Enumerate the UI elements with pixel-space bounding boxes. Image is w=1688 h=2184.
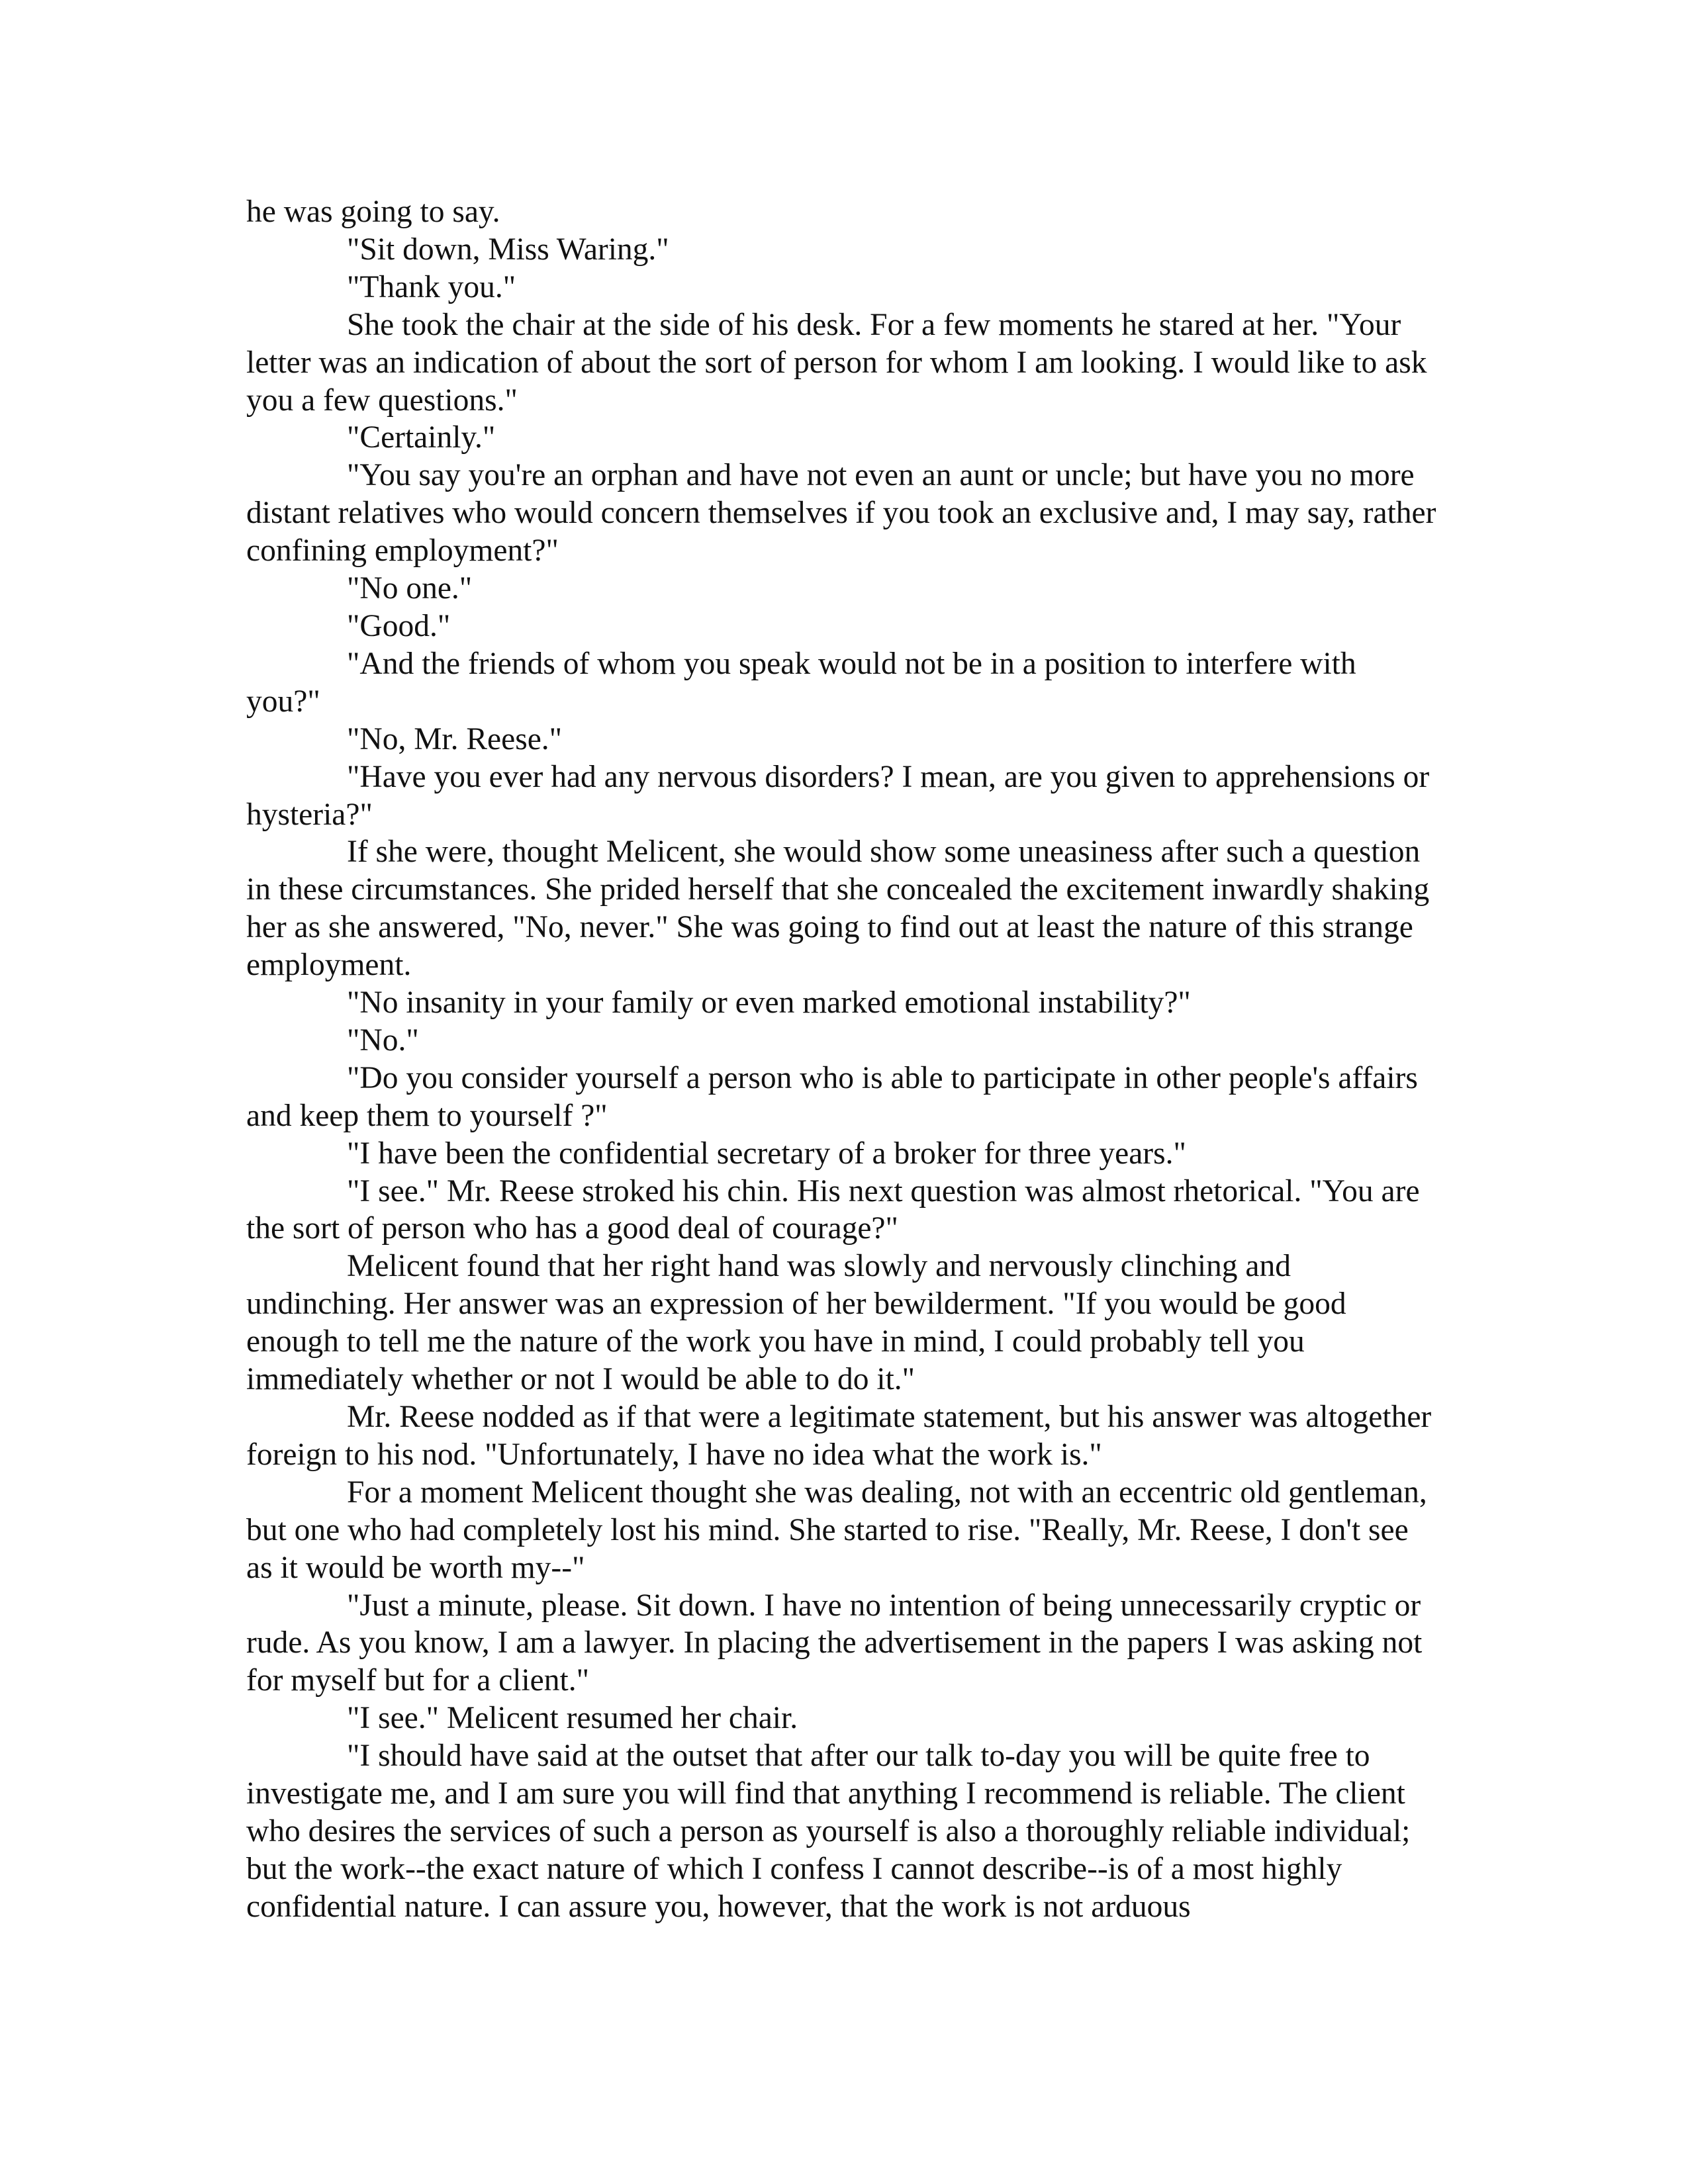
body-text [246, 193, 1438, 1926]
paragraph-15: "Do you consider yourself a person who is able to participate in other people's affairs and keep them to yourself ?" [246, 1060, 1418, 1133]
paragraph-16: "I have been the confidential secretary of a broker for three years." [347, 1136, 1186, 1171]
paragraph-4: She took the chair at the side of his desk. For a few moments he stared at her. "Your letter was an indication of about the sort of person for whom I am looking. I would like to ask you a few questions." [246, 307, 1427, 418]
paragraph-1: he was going to say. [246, 195, 500, 229]
paragraph-7: "No one." [347, 571, 473, 606]
paragraph-6: "You say you're an orphan and have not even an aunt or uncle; but have you no more distant relatives who would concern themselves if you took an exclusive and, I may say, rather confining employment?" [246, 458, 1436, 569]
paragraph-19: Mr. Reese nodded as if that were a legitimate statement, but his answer was altogether foreign to his nod. "Unfortunately, I have no idea what the work is." [246, 1400, 1432, 1472]
paragraph-23: "I should have said at the outset that after our talk to-day you will be quite free to investigate me, and I am sure you will find that anything I recommend is reliable. The client who desires the services of such a person as yourself is also a thoroughly reliable individual; but the work--the exact nature of which I confess I cannot describe--is of a most highly confidential nature. I can assure you, however, that the work is not arduous [246, 1739, 1411, 1924]
paragraph-12: If she were, thought Melicent, she would show some uneasiness after such a question in these circumstances. She prided herself that she concealed the excitement inwardly shaking her as she answered, "No, never." She was going to find out at least the nature of this strange employment. [246, 835, 1430, 983]
paragraph-5: "Certainly." [347, 420, 496, 455]
paragraph-8: "Good." [347, 608, 451, 643]
paragraph-22: "I see." Melicent resumed her chair. [347, 1701, 798, 1736]
paragraph-20: For a moment Melicent thought she was dealing, not with an eccentric old gentleman, but one who had completely lost his mind. She started to rise. "Really, Mr. Reese, I don't see as it would be worth my--" [246, 1475, 1427, 1585]
paragraph-18: Melicent found that her right hand was slowly and nervously clinching and undinching. Her answer was an expression of her bewilderment. "If you would be good enough to tell me the nature of the work you have in mind, I could probably tell you immediately whether or not I would be able to do it." [246, 1249, 1346, 1397]
paragraph-21: "Just a minute, please. Sit down. I have no intention of being unnecessarily cryptic or rude. As you know, I am a lawyer. In placing the advertisement in the papers I was asking not for myself but for a client." [246, 1588, 1423, 1698]
paragraph-3: "Thank you." [347, 269, 516, 304]
paragraph-10: "No, Mr. Reese." [347, 721, 563, 756]
paragraph-13: "No insanity in your family or even marked emotional instability?" [347, 985, 1191, 1021]
paragraph-11: "Have you ever had any nervous disorders? I mean, are you given to apprehensions or hysteria?" [246, 759, 1430, 832]
paragraph-9: "And the friends of whom you speak would not be in a position to interfere with you?" [246, 646, 1356, 719]
paragraph-17: "I see." Mr. Reese stroked his chin. His next question was almost rhetorical. "You are the sort of person who has a good deal of courage?" [246, 1173, 1420, 1246]
paragraph-14: "No." [347, 1023, 419, 1058]
paragraph-2: "Sit down, Miss Waring." [347, 232, 669, 267]
